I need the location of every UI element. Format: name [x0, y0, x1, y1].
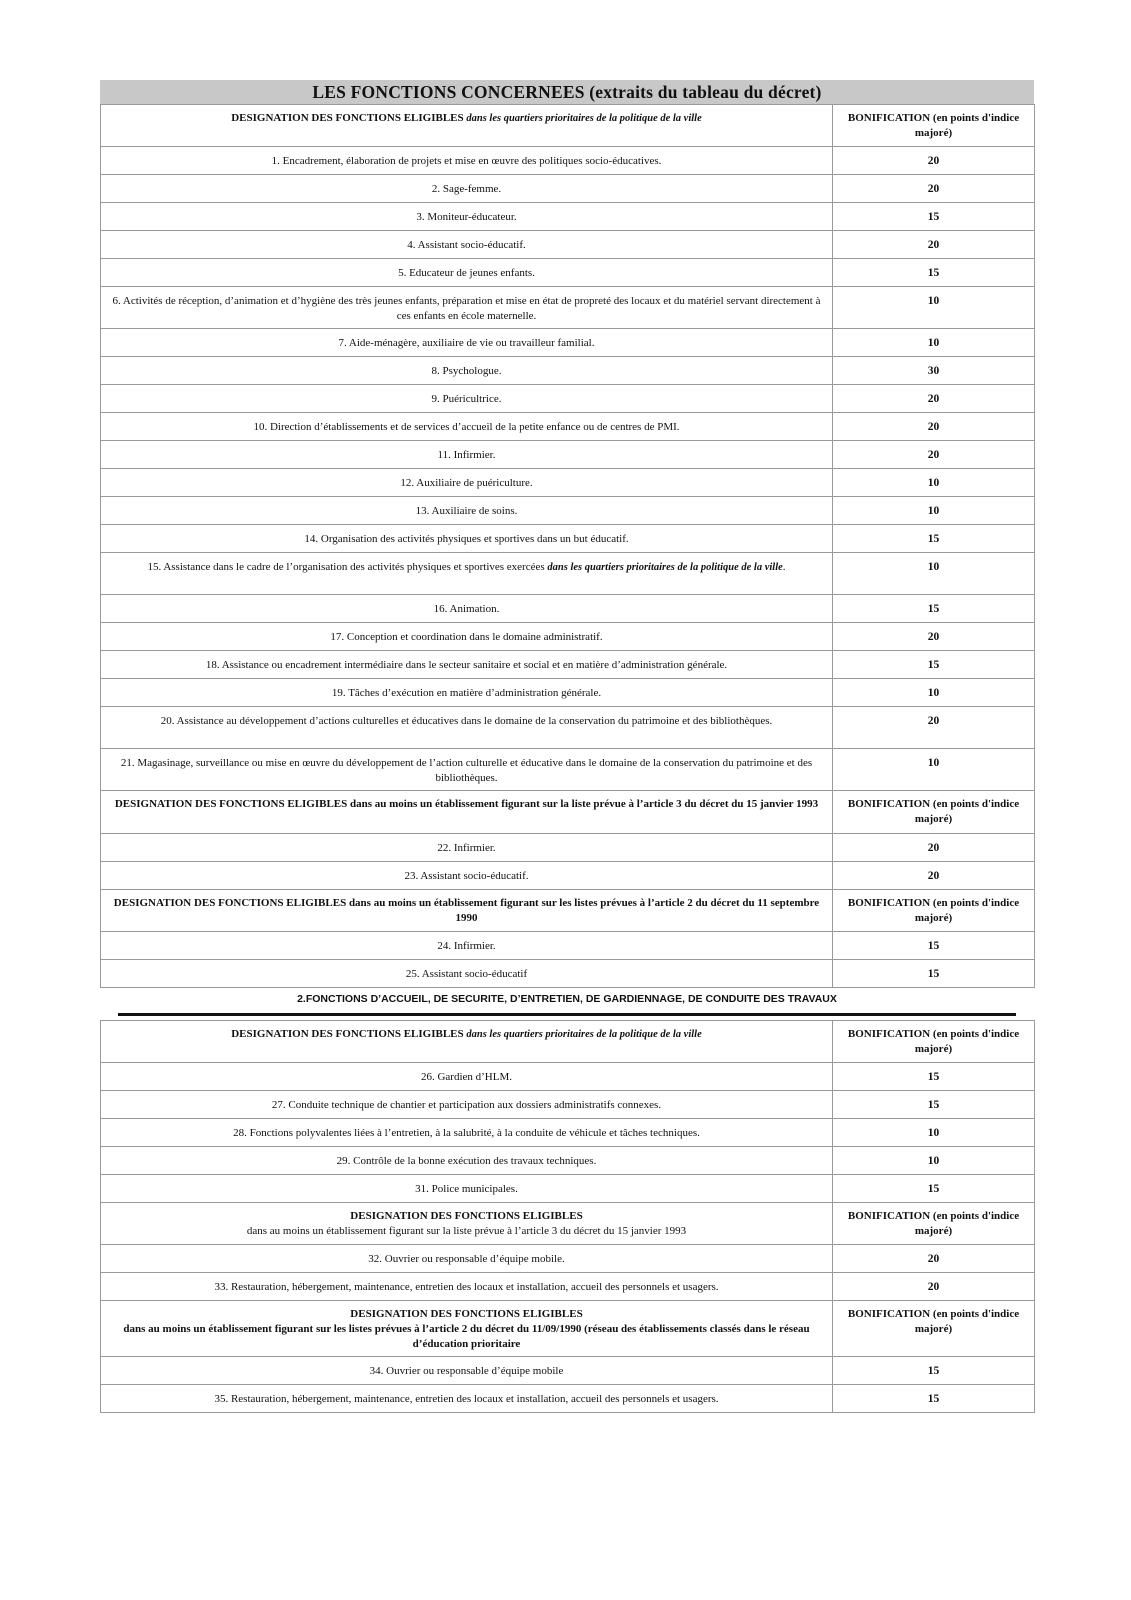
table-row	[101, 1357, 1035, 1385]
function-label: 18. Assistance ou encadrement intermédiaire dans le secteur sanitaire et social et en matière d’administration générale.	[101, 651, 833, 679]
function-bonus: 15	[833, 960, 1035, 988]
function-label: 24. Infirmier.	[101, 932, 833, 960]
designation-header-qualifier: dans les quartiers prioritaires de la politique de la ville	[466, 1029, 702, 1040]
function-label: 20. Assistance au développement d’actions culturelles et éducatives dans le domaine de la conservation du patrimoine et des bibliothèques.	[101, 707, 833, 749]
function-label: 27. Conduite technique de chantier et participation aux dossiers administratifs connexes.	[101, 1091, 833, 1119]
table-row	[101, 413, 1035, 441]
function-bonus: 20	[833, 1273, 1035, 1301]
function-bonus: 15	[833, 525, 1035, 553]
function-label: 22. Infirmier.	[101, 834, 833, 862]
function-label: 32. Ouvrier ou responsable d’équipe mobile.	[101, 1245, 833, 1273]
table-row	[101, 1063, 1035, 1091]
bonus-header: BONIFICATION (en points d'indice majoré)	[833, 1021, 1035, 1063]
functions-table-1	[100, 104, 1035, 553]
function-bonus: 15	[833, 932, 1035, 960]
table-row	[101, 749, 1035, 791]
function-label: 1. Encadrement, élaboration de projets et mise en œuvre des politiques socio-éducatives.	[101, 147, 833, 175]
designation-header	[101, 1301, 833, 1357]
table-row	[101, 357, 1035, 385]
designation-header	[101, 105, 833, 147]
function-bonus: 30	[833, 357, 1035, 385]
function-bonus: 15	[833, 651, 1035, 679]
page-title: LES FONCTIONS CONCERNEES (extraits du tableau du décret)	[100, 80, 1034, 104]
function-bonus: 20	[833, 623, 1035, 651]
table-row	[101, 553, 1035, 595]
function-bonus: 15	[833, 595, 1035, 623]
function-bonus: 15	[833, 1357, 1035, 1385]
function-label: 23. Assistant socio-éducatif.	[101, 862, 833, 890]
function-label: 29. Contrôle de la bonne exécution des travaux techniques.	[101, 1147, 833, 1175]
table-row	[101, 441, 1035, 469]
function-bonus: 20	[833, 147, 1035, 175]
table-row	[101, 679, 1035, 707]
designation-header: DESIGNATION DES FONCTIONS ELIGIBLES dans au moins un établissement figurant sur la liste prévue à l’article 3 du décret du 15 janvier 1993	[101, 791, 833, 834]
function-bonus: 10	[833, 469, 1035, 497]
table-header	[101, 890, 1035, 932]
function-bonus: 10	[833, 1147, 1035, 1175]
table-row	[101, 1175, 1035, 1203]
function-label: 21. Magasinage, surveillance ou mise en œuvre du développement de l’action culturelle et éducative dans le domaine de la conservation du patrimoine et des bibliothèques.	[101, 749, 833, 791]
function-bonus: 20	[833, 231, 1035, 259]
bonus-header: BONIFICATION (en points d'indice majoré)	[833, 105, 1035, 147]
function-label: 33. Restauration, hébergement, maintenance, entretien des locaux et installation, accueil des personnels et usagers.	[101, 1273, 833, 1301]
section-2-title: 2.FONCTIONS D’ACCUEIL, DE SECURITE, D’ENTRETIEN, DE GARDIENNAGE, DE CONDUITE DES TRAVAUX	[297, 993, 837, 1005]
designation-header: DESIGNATION DES FONCTIONS ELIGIBLES dans au moins un établissement figurant sur les listes prévues à l’article 2 du décret du 11 septembre 1990	[101, 890, 833, 932]
function-bonus: 10	[833, 553, 1035, 595]
functions-table-1-cont	[100, 552, 1035, 988]
table-row	[101, 259, 1035, 287]
table-row	[101, 329, 1035, 357]
function-label: 26. Gardien d’HLM.	[101, 1063, 833, 1091]
bonus-header: BONIFICATION (en points d'indice majoré)	[833, 1203, 1035, 1245]
table-row	[101, 1119, 1035, 1147]
function-label: 14. Organisation des activités physiques et sportives dans un but éducatif.	[101, 525, 833, 553]
designation-header	[101, 1021, 833, 1063]
function-label-qualifier: dans les quartiers prioritaires de la politique de la ville	[547, 562, 783, 573]
designation-header-label: DESIGNATION DES FONCTIONS ELIGIBLES	[231, 112, 464, 124]
table-row	[101, 1091, 1035, 1119]
function-label: 16. Animation.	[101, 595, 833, 623]
function-bonus: 10	[833, 749, 1035, 791]
function-bonus: 15	[833, 1175, 1035, 1203]
function-label: 4. Assistant socio-éducatif.	[101, 231, 833, 259]
table-row	[101, 287, 1035, 329]
designation-header-label: DESIGNATION DES FONCTIONS ELIGIBLES	[350, 1210, 583, 1222]
function-label: 35. Restauration, hébergement, maintenance, entretien des locaux et installation, accueil des personnels et usagers.	[101, 1385, 833, 1413]
table-row	[101, 203, 1035, 231]
table-header	[101, 791, 1035, 834]
function-bonus: 20	[833, 413, 1035, 441]
function-bonus: 20	[833, 707, 1035, 749]
table-row	[101, 147, 1035, 175]
table-row	[101, 469, 1035, 497]
table-header	[101, 1203, 1035, 1245]
function-label: 9. Puéricultrice.	[101, 385, 833, 413]
table-row	[101, 862, 1035, 890]
function-bonus: 10	[833, 329, 1035, 357]
designation-header-qualifier: dans au moins un établissement figurant sur la liste prévue à l’article 3 du décret du 15 janvier 1993	[246, 1225, 687, 1237]
function-bonus: 15	[833, 259, 1035, 287]
table-row	[101, 1147, 1035, 1175]
table-row	[101, 1385, 1035, 1413]
bonus-header: BONIFICATION (en points d'indice majoré)	[833, 890, 1035, 932]
table-header	[101, 1021, 1035, 1063]
function-label: 13. Auxiliaire de soins.	[101, 497, 833, 525]
table-row	[101, 385, 1035, 413]
table-row	[101, 231, 1035, 259]
bonus-header: BONIFICATION (en points d'indice majoré)	[833, 1301, 1035, 1357]
designation-header	[101, 1203, 833, 1245]
function-bonus: 20	[833, 834, 1035, 862]
function-label: 6. Activités de réception, d’animation et d’hygiène des très jeunes enfants, préparation et mise en état de propreté des locaux et du matériel servant directement à ces enfants en école maternelle.	[101, 287, 833, 329]
function-label: 25. Assistant socio-éducatif	[101, 960, 833, 988]
function-label: 7. Aide-ménagère, auxiliaire de vie ou travailleur familial.	[101, 329, 833, 357]
function-bonus: 20	[833, 862, 1035, 890]
bonus-header: BONIFICATION (en points d'indice majoré)	[833, 791, 1035, 834]
designation-header-label: DESIGNATION DES FONCTIONS ELIGIBLES	[231, 1028, 464, 1040]
function-label: 8. Psychologue.	[101, 357, 833, 385]
function-label: 19. Tâches d’exécution en matière d’administration générale.	[101, 679, 833, 707]
function-bonus: 20	[833, 175, 1035, 203]
table-row	[101, 175, 1035, 203]
functions-table-2	[100, 1020, 1035, 1413]
function-label: 17. Conception et coordination dans le domaine administratif.	[101, 623, 833, 651]
function-label: 15. Assistance dans le cadre de l’organisation des activités physiques et sportives exercées dans les quartiers prioritaires de la politique de la ville.	[101, 553, 833, 595]
function-label: 11. Infirmier.	[101, 441, 833, 469]
function-bonus: 15	[833, 203, 1035, 231]
function-label: 12. Auxiliaire de puériculture.	[101, 469, 833, 497]
function-bonus: 15	[833, 1385, 1035, 1413]
designation-header-qualifier: dans au moins un établissement figurant sur les listes prévues à l’article 2 du décret du 11/09/1990 (réseau des établissements classés dans le réseau d’éducation prioritaire	[123, 1323, 810, 1350]
function-label: 31. Police municipales.	[101, 1175, 833, 1203]
table-row	[101, 834, 1035, 862]
table-row	[101, 497, 1035, 525]
function-bonus: 10	[833, 1119, 1035, 1147]
table-row	[101, 595, 1035, 623]
function-bonus: 10	[833, 497, 1035, 525]
function-bonus: 20	[833, 1245, 1035, 1273]
function-label-text: 15. Assistance dans le cadre de l’organisation des activités physiques et sportives exercées	[147, 561, 545, 573]
document-page	[100, 80, 1034, 1413]
function-label: 3. Moniteur-éducateur.	[101, 203, 833, 231]
function-bonus: 15	[833, 1063, 1035, 1091]
function-bonus: 20	[833, 441, 1035, 469]
table-header	[101, 1301, 1035, 1357]
table-row	[101, 960, 1035, 988]
table-row	[101, 932, 1035, 960]
table-row	[101, 1245, 1035, 1273]
table-row	[101, 707, 1035, 749]
function-bonus: 10	[833, 679, 1035, 707]
function-label: 34. Ouvrier ou responsable d’équipe mobile	[101, 1357, 833, 1385]
function-label: 10. Direction d’établissements et de services d’accueil de la petite enfance ou de centres de PMI.	[101, 413, 833, 441]
table-row	[101, 623, 1035, 651]
table-header	[101, 105, 1035, 147]
function-label: 28. Fonctions polyvalentes liées à l’entretien, à la salubrité, à la conduite de véhicule et tâches techniques.	[101, 1119, 833, 1147]
section-divider	[118, 1013, 1016, 1016]
designation-header-label: DESIGNATION DES FONCTIONS ELIGIBLES	[350, 1308, 583, 1320]
table-row	[101, 525, 1035, 553]
table-row	[101, 1273, 1035, 1301]
function-bonus: 15	[833, 1091, 1035, 1119]
function-label: 2. Sage-femme.	[101, 175, 833, 203]
designation-header-qualifier: dans les quartiers prioritaires de la politique de la ville	[466, 113, 702, 124]
function-bonus: 20	[833, 385, 1035, 413]
function-bonus: 10	[833, 287, 1035, 329]
table-row	[101, 651, 1035, 679]
function-label: 5. Educateur de jeunes enfants.	[101, 259, 833, 287]
